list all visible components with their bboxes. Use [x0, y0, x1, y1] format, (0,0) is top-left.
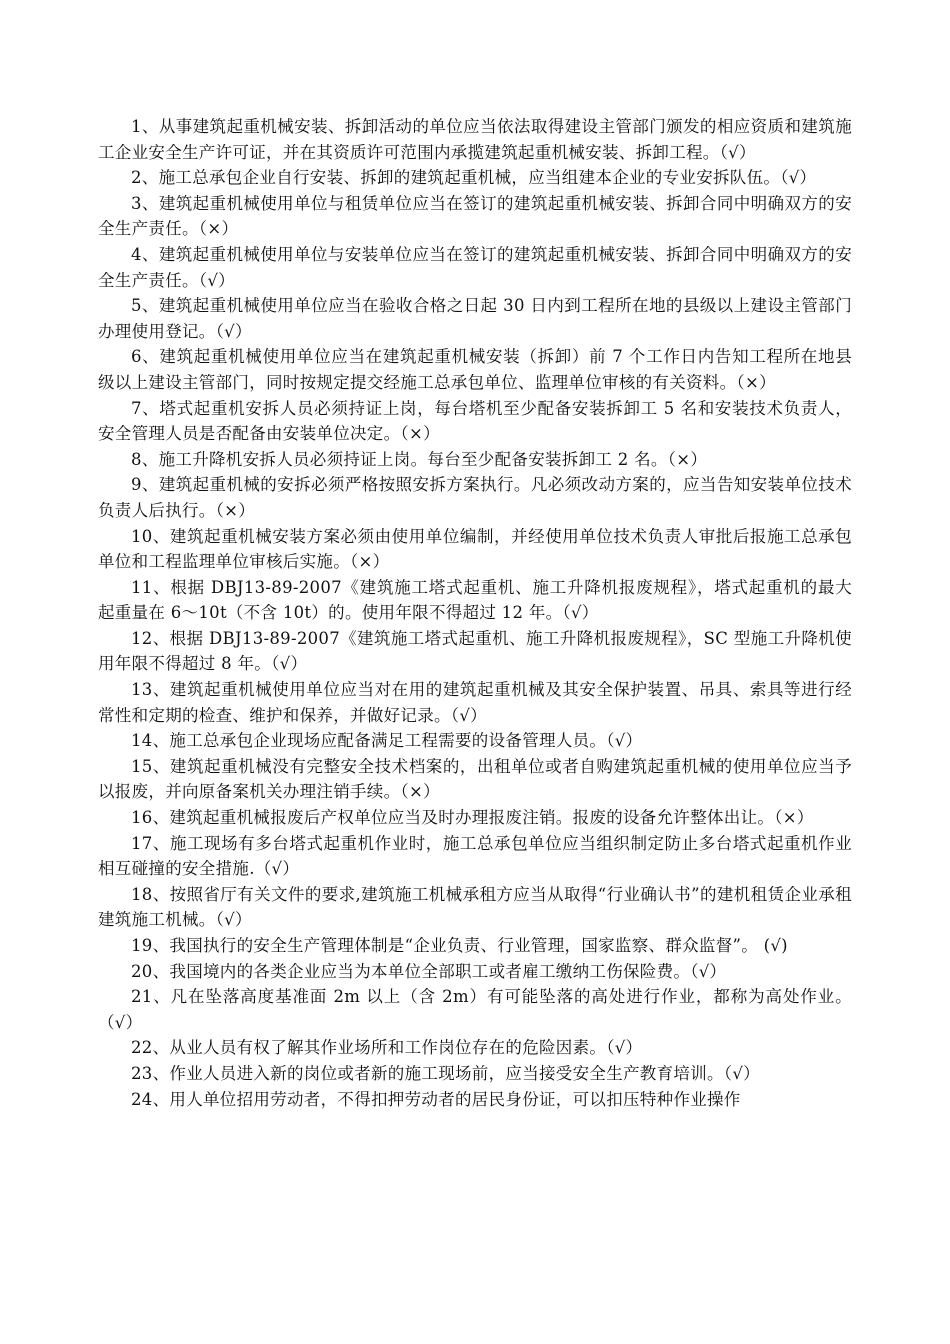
question-15: 15、建筑起重机械没有完整安全技术档案的，出租单位或者自购建筑起重机械的使用单位应当予以报废，并向原备案机关办理注销手续。（×）: [98, 756, 852, 802]
question-14: 14、施工总承包企业现场应配备满足工程需要的设备管理人员。（√）: [131, 731, 643, 751]
question-17: 17、施工现场有多台塔式起重机作业时，施工总承包单位应当组织制定防止多台塔式起重机作业相互碰撞的安全措施.（√）: [98, 833, 852, 879]
question-20: 20、我国境内的各类企业应当为本单位全部职工或者雇工缴纳工伤保险费。（√）: [131, 961, 727, 981]
question-16: 16、建筑起重机械报废后产权单位应当及时办理报废注销。报废的设备允许整体出让。（×）: [131, 808, 814, 828]
question-11: 11、根据 DBJ13-89-2007《建筑施工塔式起重机、施工升降机报废规程》，塔式起重机的最大起重量在 6～10t（不含 10t）的。使用年限不得超过 12 年。（√）: [98, 577, 852, 623]
question-22: 22、从业人员有权了解其作业场所和工作岗位存在的危险因素。（√）: [131, 1038, 643, 1058]
question-19: 19、我国执行的安全生产管理体制是“企业负责、行业管理，国家监察、群众监督”。 (√): [131, 936, 788, 955]
question-5: 5、建筑起重机械使用单位应当在验收合格之日起 30 日内到工程所在地的县级以上建设主管部门办理使用登记。（√）: [98, 296, 852, 341]
question-2: 2、施工总承包企业自行安装、拆卸的建筑起重机械，应当组建本企业的专业安拆队伍。（√）: [131, 168, 817, 188]
question-23: 23、作业人员进入新的岗位或者新的施工现场前，应当接受安全生产教育培训。（√）: [131, 1063, 760, 1083]
question-8: 8、施工升降机安拆人员必须持证上岗。每台至少配备安装拆卸工 2 名。（×）: [131, 449, 708, 469]
question-21: 21、凡在坠落高度基准面 2m 以上（含 2m）有可能坠落的高处进行作业，都称为高处作业。（√）: [98, 987, 852, 1032]
question-3: 3、建筑起重机械使用单位与租赁单位应当在签订的建筑起重机械安装、拆卸合同中明确双方的安全生产责任。（×）: [98, 193, 852, 239]
question-13: 13、建筑起重机械使用单位应当对在用的建筑起重机械及其安全保护装置、吊具、索具等进行经常性和定期的检查、维护和保养，并做好记录。（√）: [98, 680, 852, 725]
question-9: 9、建筑起重机械的安拆必须严格按照安拆方案执行。凡必须改动方案的，应当告知安装单位技术负责人后执行。（×）: [98, 475, 852, 520]
question-12: 12、根据 DBJ13-89-2007《建筑施工塔式起重机、施工升降机报废规程》，SC 型施工升降机使用年限不得超过 8 年。（√）: [98, 628, 852, 674]
question-1: 1、从事建筑起重机械安装、拆卸活动的单位应当依法取得建设主管部门颁发的相应资质和建筑施工企业安全生产许可证，并在其资质许可范围内承揽建筑起重机械安装、拆卸工程。（√）: [98, 117, 852, 162]
question-6: 6、建筑起重机械使用单位应当在建筑起重机械安装（拆卸）前 7 个工作日内告知工程所在地县级以上建设主管部门，同时按规定提交经施工总承包单位、监理单位审核的有关资料。（×）: [98, 347, 852, 392]
question-10: 10、建筑起重机械安装方案必须由使用单位编制，并经使用单位技术负责人审批后报施工总承包单位和工程监理单位审核后实施。（×）: [98, 526, 852, 572]
question-4: 4、建筑起重机械使用单位与安装单位应当在签订的建筑起重机械安装、拆卸合同中明确双方的安全生产责任。（√）: [98, 244, 852, 290]
question-18: 18、按照省厅有关文件的要求,建筑施工机械承租方应当从取得“行业确认书”的建机租赁企业承租建筑施工机械。（√）: [98, 884, 852, 930]
question-24: 24、用人单位招用劳动者，不得扣押劳动者的居民身份证，可以扣压特种作业操作: [131, 1089, 741, 1109]
question-7: 7、塔式起重机安拆人员必须持证上岗，每台塔机至少配备安装拆卸工 5 名和安装技术负责人，安全管理人员是否配备由安装单位决定。（×）: [98, 398, 852, 444]
